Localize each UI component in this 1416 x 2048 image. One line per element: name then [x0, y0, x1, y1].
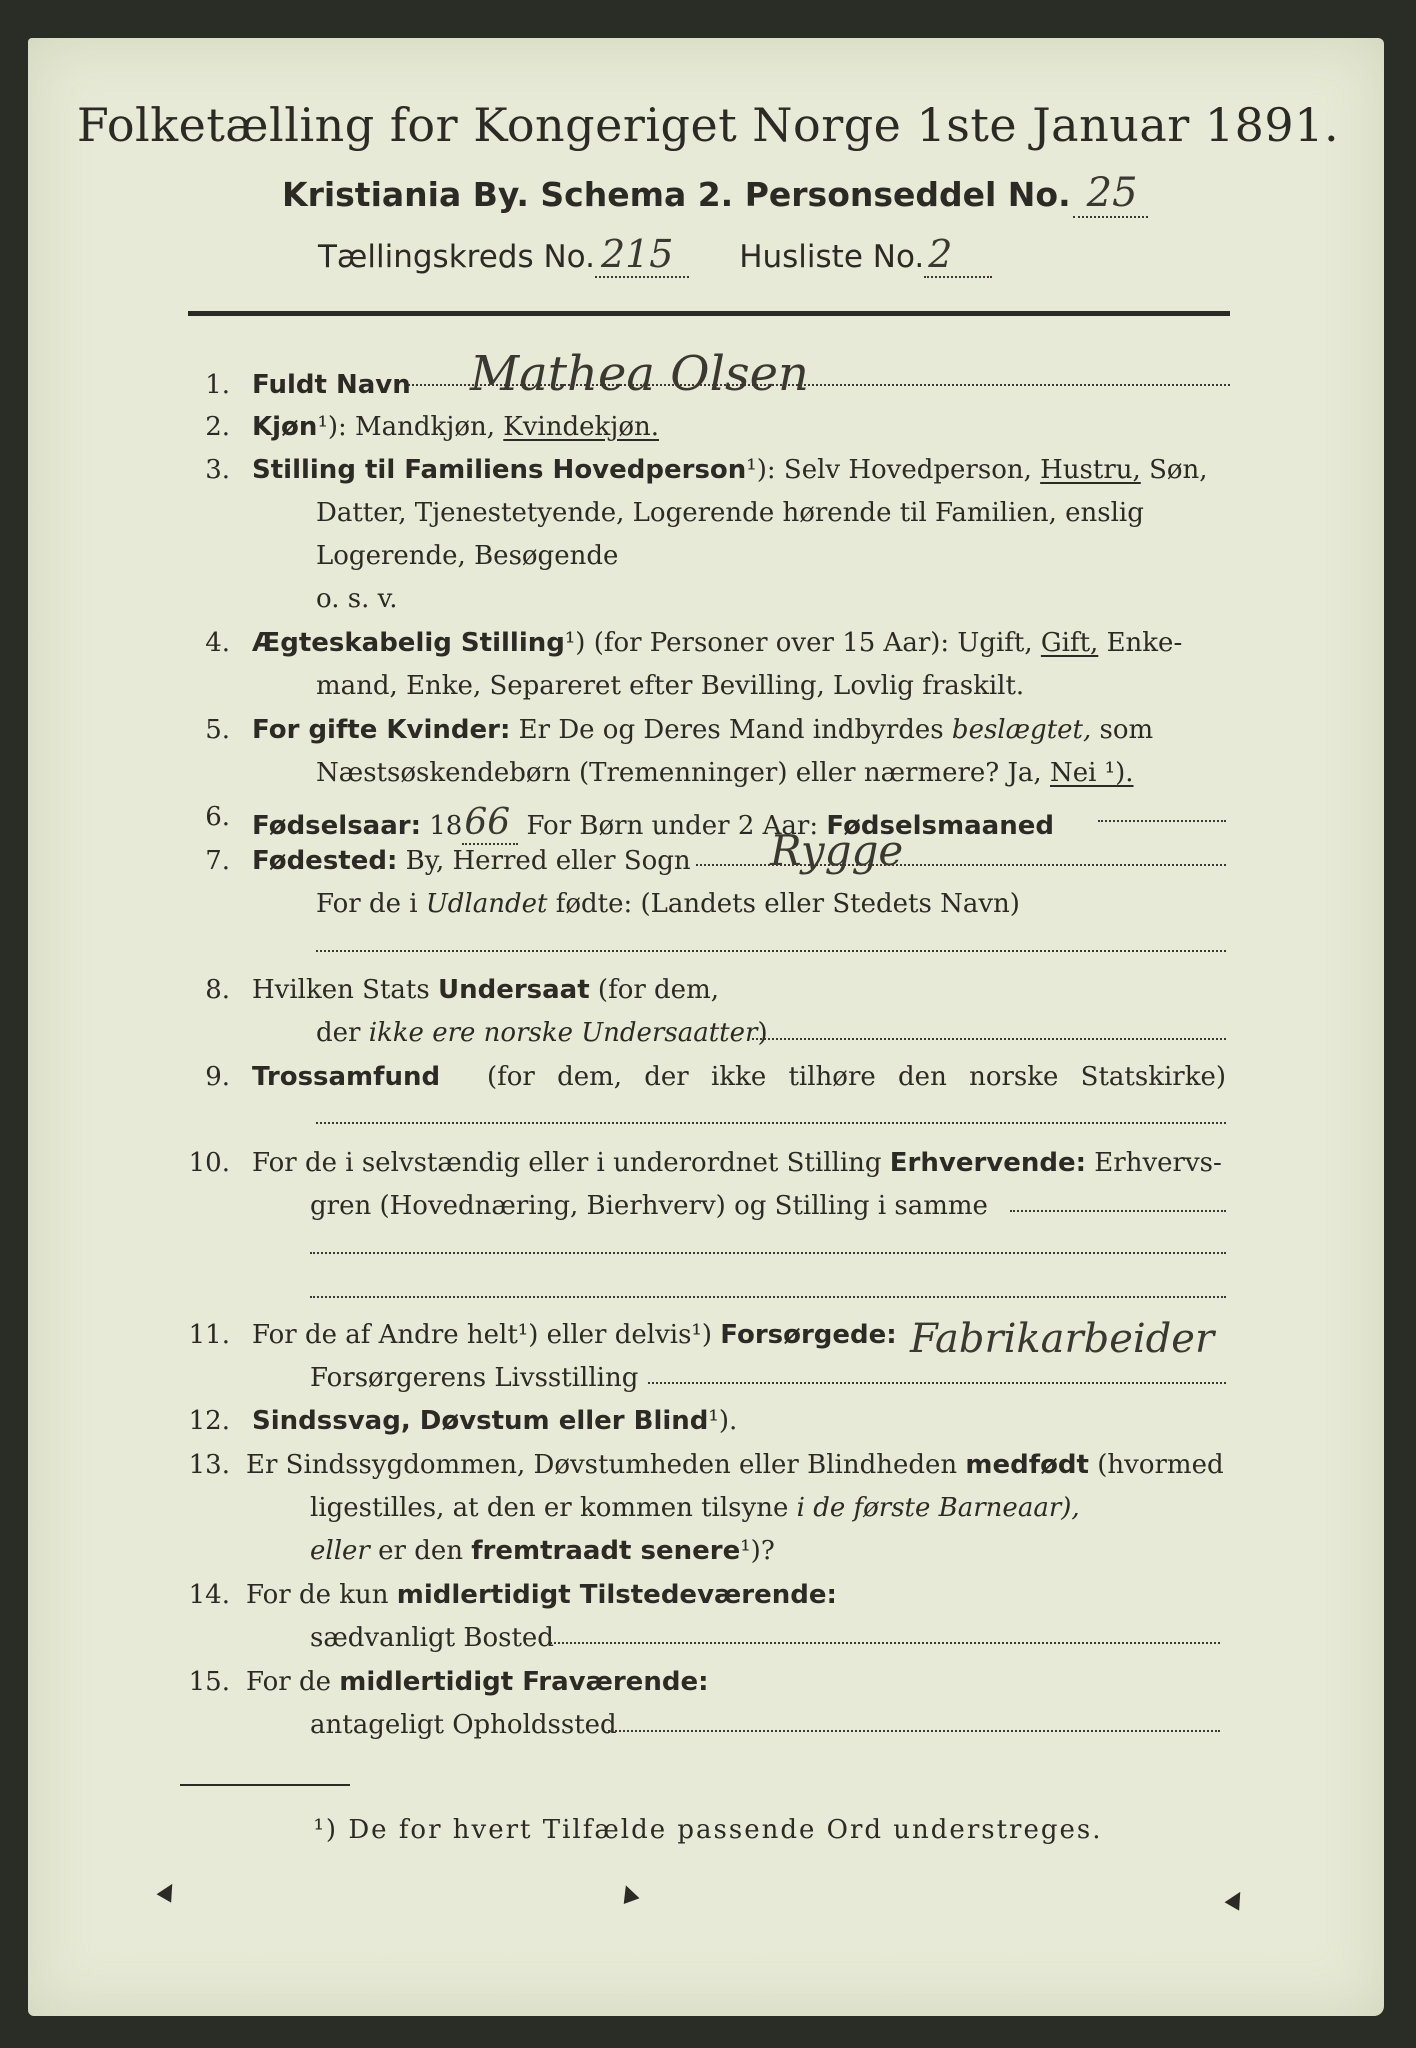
q5-selected: Nei ¹).	[1049, 758, 1134, 788]
q8-line2-a: der	[316, 1018, 361, 1048]
item-number-3: 3.	[205, 455, 230, 485]
q7-abroad-line	[316, 950, 1226, 952]
q4-label: Ægteskabelig Stilling	[252, 628, 565, 658]
q5-label: For gifte Kvinder:	[252, 715, 511, 745]
q11-answer-line	[648, 1382, 1226, 1384]
q1-value: Mathea Olsen	[470, 346, 809, 402]
q5-line2-text: Næstsøskendebørn (Tremenninger) eller nærmere? Ja,	[316, 758, 1042, 788]
q5-text-b: som	[1099, 715, 1154, 745]
q13-label: medfødt	[965, 1450, 1089, 1480]
q4-line2: mand, Enke, Separeret efter Bevilling, Lovlig fraskilt.	[316, 671, 1025, 701]
q10-text-b: Erhvervs-	[1094, 1148, 1222, 1178]
q10-line1	[252, 1148, 1222, 1178]
q3-line4: o. s. v.	[316, 584, 398, 614]
q14-answer-line	[550, 1642, 1220, 1644]
q10-line2: gren (Hovednæring, Bierhverv) og Stilling i samme	[310, 1191, 988, 1221]
q8-line2	[316, 1018, 768, 1048]
q6-text: For Børn under 2 Aar:	[526, 811, 819, 841]
q5-italic: beslægtet,	[951, 715, 1092, 745]
item-number-2: 2.	[205, 412, 230, 442]
q11-text: For de af Andre helt¹) eller delvis¹)	[252, 1320, 712, 1350]
q7-line2-italic: Udlandet	[425, 889, 548, 919]
item-number-7: 7.	[205, 846, 230, 876]
item-number-9: 9.	[205, 1062, 230, 1092]
item-number-8: 8.	[205, 975, 230, 1005]
husliste-label: Husliste No.	[739, 239, 925, 275]
q10-answer-line1	[1010, 1210, 1226, 1212]
q13-line3	[310, 1536, 775, 1566]
item-number-12: 12.	[188, 1406, 230, 1436]
q7-line1	[252, 846, 691, 876]
q8-line1	[252, 975, 719, 1005]
q1-label: Fuldt Navn	[252, 370, 411, 400]
kreds-line	[318, 232, 992, 278]
q4-line1	[252, 628, 1182, 658]
q9-line	[252, 1062, 1226, 1092]
q9-text: (for dem, der ikke tilhøre den norske Statskirke)	[486, 1062, 1226, 1092]
q11-value: Fabrikarbeider	[910, 1316, 1215, 1362]
q9-answer-line	[316, 1122, 1226, 1124]
q2-label: Kjøn	[252, 412, 318, 442]
q2-sup: ¹):	[317, 412, 347, 442]
q7-value: Rygge	[770, 826, 904, 875]
kreds-label: Tællingskreds No.	[318, 239, 595, 275]
q11-line1	[252, 1320, 897, 1350]
q5-line2	[316, 758, 1134, 788]
q15-text: For de	[246, 1667, 331, 1697]
item-number-1: 1.	[205, 370, 230, 400]
q10-answer-line3	[310, 1296, 1226, 1298]
q15-line1	[246, 1667, 708, 1697]
q2-line	[252, 412, 659, 442]
schema-label: Kristiania By. Schema 2. Personseddel No.	[282, 175, 1071, 214]
q4-text-a: ¹) (for Personer over 15 Aar): Ugift,	[564, 628, 1033, 658]
form-title: Folketælling for Kongeriget Norge 1ste Januar 1891.	[76, 98, 1340, 152]
q13-text-b: (hvormed	[1097, 1450, 1224, 1480]
q4-selected: Gift,	[1040, 628, 1099, 658]
item-number-4: 4.	[205, 628, 230, 658]
q12-label: Sindssvag, Døvstum eller Blind	[252, 1406, 709, 1436]
q11-label: Forsørgede:	[720, 1320, 897, 1350]
q13-line3-b: ¹)?	[740, 1536, 775, 1566]
item-number-15: 15.	[188, 1667, 230, 1697]
personseddel-no-value: 25	[1073, 170, 1148, 218]
q2-selected: Kvindekjøn.	[503, 412, 659, 442]
q7-line2	[316, 889, 1020, 919]
q15-line2: antageligt Opholdssted	[310, 1710, 617, 1740]
item-number-5: 5.	[205, 715, 230, 745]
q10-answer-line2	[310, 1252, 1226, 1254]
item-number-6: 6.	[205, 802, 230, 832]
q8-answer-line	[752, 1038, 1226, 1040]
q3-label: Stilling til Familiens Hovedperson	[252, 455, 747, 485]
q7-text: By, Herred eller Sogn	[405, 846, 691, 876]
item-number-14: 14.	[188, 1580, 230, 1610]
q13-line3-bold: fremtraadt senere	[471, 1536, 741, 1566]
q13-text: Er Sindssygdommen, Døvstumheden eller Blindheden	[246, 1450, 958, 1480]
q13-line2-italic: i de første Barneaar),	[796, 1493, 1080, 1523]
q8-line2-b: )	[757, 1018, 768, 1048]
q7-line2-b: fødte: (Landets eller Stedets Navn)	[555, 889, 1020, 919]
q8-line2-italic: ikke ere norske Undersaatter	[368, 1018, 758, 1048]
q10-text: For de i selvstændig eller i underordnet Stilling	[252, 1148, 882, 1178]
q12-line	[252, 1406, 737, 1436]
q5-line1	[252, 715, 1153, 745]
q3-text-b: Søn,	[1149, 455, 1208, 485]
q3-line3: Logerende, Besøgende	[316, 541, 619, 571]
q13-line1	[246, 1450, 1224, 1480]
q13-line3-a: er den	[378, 1536, 463, 1566]
footnote: ¹) De for hvert Tilfælde passende Ord understreges.	[313, 1815, 1103, 1845]
corner-mark-left: ▲	[154, 1875, 183, 1906]
footnote-rule	[180, 1784, 350, 1786]
item-number-11: 11.	[188, 1320, 230, 1350]
q4-text-b: Enke-	[1106, 628, 1183, 658]
q8-label: Undersaat	[437, 975, 590, 1005]
q12-sup: ¹).	[708, 1406, 738, 1436]
corner-mark-right: ▲	[1222, 1883, 1251, 1914]
q15-label: midlertidigt Fraværende:	[339, 1667, 709, 1697]
q14-label: midlertidigt Tilstedeværende:	[396, 1580, 837, 1610]
q13-line2	[310, 1493, 1080, 1523]
q9-label: Trossamfund	[252, 1062, 441, 1092]
q6-prefix: 18	[429, 811, 463, 841]
item-number-13: 13.	[188, 1450, 230, 1480]
corner-mark-center: ▲	[616, 1877, 641, 1908]
q6-value: 66	[462, 802, 518, 845]
header-rule	[188, 311, 1230, 316]
q3-selected: Hustru,	[1040, 455, 1141, 485]
q6-line	[252, 802, 1054, 845]
husliste-no-value: 2	[924, 232, 992, 278]
q11-line2: Forsørgerens Livsstilling	[310, 1363, 639, 1393]
q3-sup: ¹):	[746, 455, 776, 485]
item-number-10: 10.	[188, 1148, 230, 1178]
q13-line2-a: ligestilles, at den er kommen tilsyne	[310, 1493, 789, 1523]
q5-text: Er De og Deres Mand indbyrdes	[518, 715, 944, 745]
q6-month-line	[1098, 820, 1226, 822]
q10-label: Erhvervende:	[889, 1148, 1087, 1178]
q14-text: For de kun	[246, 1580, 389, 1610]
q6-label-b: Fødselsmaaned	[826, 811, 1054, 841]
q3-line1	[252, 455, 1208, 485]
q14-line2: sædvanligt Bosted	[310, 1623, 554, 1653]
q13-line3-italic: eller	[310, 1536, 370, 1566]
q3-text-a: Selv Hovedperson,	[783, 455, 1032, 485]
q7-label: Fødested:	[252, 846, 398, 876]
q14-line1	[246, 1580, 837, 1610]
q8-text-a: Hvilken Stats	[252, 975, 430, 1005]
schema-line	[282, 170, 1148, 218]
q7-line2-a: For de i	[316, 889, 418, 919]
q8-text-b: (for dem,	[597, 975, 719, 1005]
q2-text: Mandkjøn,	[355, 412, 496, 442]
q6-label: Fødselsaar:	[252, 811, 421, 841]
q15-answer-line	[608, 1730, 1220, 1732]
kreds-no-value: 215	[595, 232, 690, 278]
q3-line2: Datter, Tjenestetyende, Logerende hørende til Familien, enslig	[316, 498, 1144, 528]
